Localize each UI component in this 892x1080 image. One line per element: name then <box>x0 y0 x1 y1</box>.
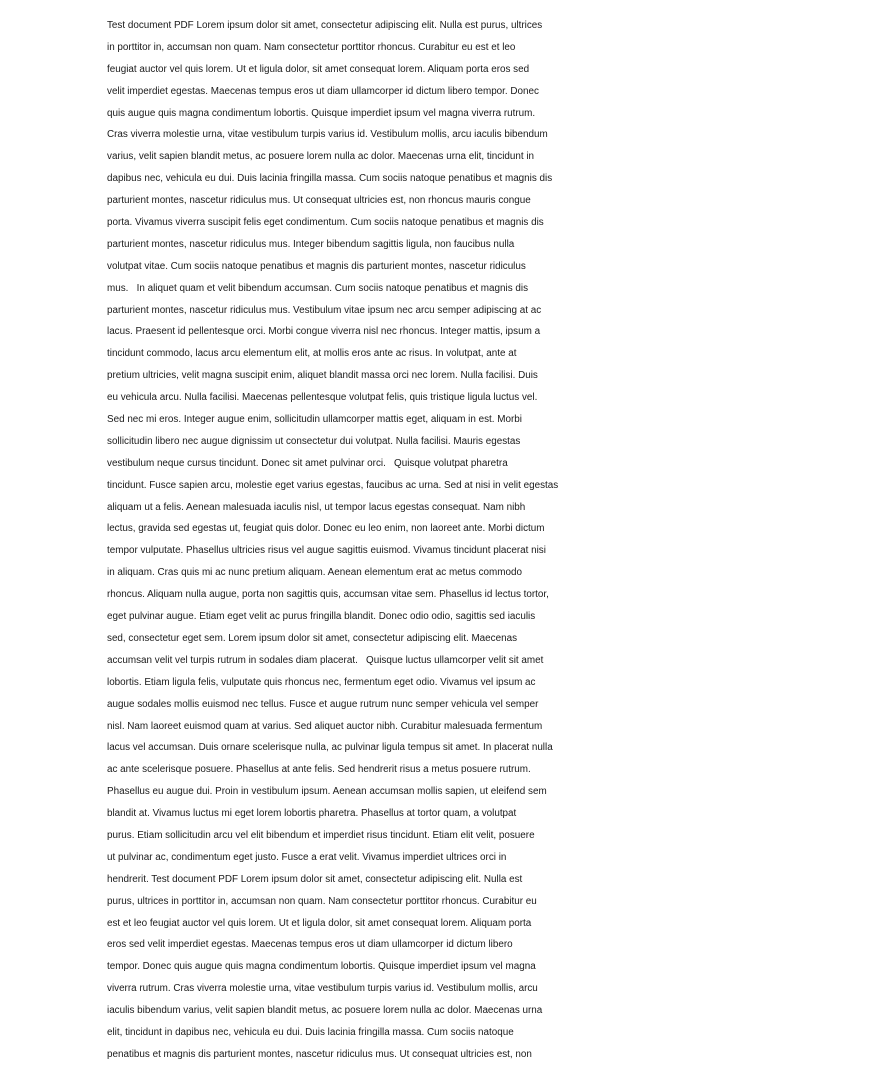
text-line: in aliquam. Cras quis mi ac nunc pretium aliquam. Aenean elementum erat ac metus commodo <box>107 567 522 579</box>
text-line: iaculis bibendum varius, velit sapien blandit metus, ac posuere lorem nulla ac dolor. Maecenas urna <box>107 1005 543 1017</box>
text-line: blandit at. Vivamus luctus mi eget lorem lobortis pharetra. Phasellus at tortor quam, a volutpat <box>107 808 517 820</box>
text-line: eget pulvinar augue. Etiam eget velit ac purus fringilla blandit. Donec odio odio, sagittis sed iaculis <box>107 611 536 623</box>
text-line: hendrerit. Test document PDF Lorem ipsum dolor sit amet, consectetur adipiscing elit. Nulla est <box>107 873 523 885</box>
text-line: est et leo feugiat auctor vel quis lorem. Ut et ligula dolor, sit amet consequat lorem. Aliquam porta <box>107 917 532 929</box>
text-line: accumsan velit vel turpis rutrum in sodales diam placerat. Quisque luctus ullamcorper velit sit amet <box>107 654 544 666</box>
text-line: lacus. Praesent id pellentesque orci. Morbi congue viverra nisl nec rhoncus. Integer mattis, ipsum a <box>107 326 541 338</box>
text-line: elit, tincidunt in dapibus nec, vehicula eu dui. Duis lacinia fringilla massa. Cum sociis natoque <box>107 1026 514 1038</box>
text-line: penatibus et magnis dis parturient montes, nascetur ridiculus mus. Ut consequat ultricies est, non <box>107 1048 532 1060</box>
text-line: Test document PDF Lorem ipsum dolor sit amet, consectetur adipiscing elit. Nulla est purus, ultrices <box>107 20 543 31</box>
text-line: eu vehicula arcu. Nulla facilisi. Maecenas pellentesque volutpat felis, quis tristique ligula luctus vel. <box>107 392 538 404</box>
text-line: in porttitor in, accumsan non quam. Nam consectetur porttitor rhoncus. Curabitur eu est et leo <box>107 41 516 53</box>
text-line: feugiat auctor vel quis lorem. Ut et ligula dolor, sit amet consequat lorem. Aliquam porta eros sed <box>107 63 530 75</box>
text-line: lobortis. Etiam ligula felis, vulputate quis rhoncus nec, fermentum eget odio. Vivamus vel ipsum ac <box>107 676 536 688</box>
text-line: varius, velit sapien blandit metus, ac posuere lorem nulla ac dolor. Maecenas urna elit, tincidunt in <box>107 151 535 163</box>
text-line: lectus, gravida sed egestas ut, feugiat quis dolor. Donec eu leo enim, non laoreet ante. Morbi dictum <box>107 523 545 535</box>
text-line: ut pulvinar ac, condimentum eget justo. Fusce a erat velit. Vivamus imperdiet ultrices orci in <box>107 851 507 863</box>
text-line: quis augue quis magna condimentum lobortis. Quisque imperdiet ipsum vel magna viverra rutrum. <box>107 107 536 119</box>
text-line: mus. In aliquet quam et velit bibendum accumsan. Cum sociis natoque penatibus et magnis dis <box>107 282 529 294</box>
text-line: dapibus nec, vehicula eu dui. Duis lacinia fringilla massa. Cum sociis natoque penatibus et magnis dis <box>107 173 553 185</box>
text-line: viverra rutrum. Cras viverra molestie urna, vitae vestibulum turpis varius id. Vestibulum mollis, arcu <box>107 983 538 995</box>
text-line: augue sodales mollis euismod nec tellus. Fusce et augue rutrum nunc semper vehicula vel semper <box>107 698 539 710</box>
text-line: Cras viverra molestie urna, vitae vestibulum turpis varius id. Vestibulum mollis, arcu iaculis bibendum <box>107 129 548 141</box>
text-line: tempor. Donec quis augue quis magna condimentum lobortis. Quisque imperdiet ipsum vel magna <box>107 961 536 973</box>
text-line: sed, consectetur eget sem. Lorem ipsum dolor sit amet, consectetur adipiscing elit. Maecenas <box>107 632 518 644</box>
text-line: tincidunt commodo, lacus arcu elementum elit, at mollis eros ante ac risus. In volutpat, ante at <box>107 348 517 360</box>
text-line: ac ante scelerisque posuere. Phasellus at ante felis. Sed hendrerit risus a metus posuere rutrum. <box>107 764 531 776</box>
text-line: lacus vel accumsan. Duis ornare scelerisque nulla, ac pulvinar ligula tempus sit amet. In placerat nulla <box>107 742 553 754</box>
text-line: porta. Vivamus viverra suscipit felis eget condimentum. Cum sociis natoque penatibus et magnis dis <box>107 217 544 229</box>
text-line: tincidunt. Fusce sapien arcu, molestie eget varius egestas, faucibus ac urna. Sed at nisi in velit egestas <box>107 479 559 491</box>
document-body-text <box>107 15 797 1066</box>
text-line: pretium ultricies, velit magna suscipit enim, aliquet blandit massa orci nec lorem. Nulla facilisi. Duis <box>107 370 538 382</box>
text-line: tempor vulputate. Phasellus ultricies risus vel augue sagittis euismod. Vivamus tincidunt placerat nisi <box>107 545 546 557</box>
text-line: vestibulum neque cursus tincidunt. Donec sit amet pulvinar orci. Quisque volutpat pharetra <box>107 457 508 469</box>
text-line: parturient montes, nascetur ridiculus mus. Vestibulum vitae ipsum nec arcu semper adipiscing at ac <box>107 304 542 316</box>
text-line: aliquam ut a felis. Aenean malesuada iaculis nisl, ut tempor lacus egestas consequat. Nam nibh <box>107 501 526 513</box>
text-line: Phasellus eu augue dui. Proin in vestibulum ipsum. Aenean accumsan mollis sapien, ut eleifend sem <box>107 786 547 798</box>
text-line: volutpat vitae. Cum sociis natoque penatibus et magnis dis parturient montes, nascetur ridiculus <box>107 260 526 272</box>
text-line: eros sed velit imperdiet egestas. Maecenas tempus eros ut diam ullamcorper id dictum libero <box>107 939 513 951</box>
text-line: parturient montes, nascetur ridiculus mus. Ut consequat ultricies est, non rhoncus mauris congue <box>107 195 531 207</box>
text-line: rhoncus. Aliquam nulla augue, porta non sagittis quis, accumsan vitae sem. Phasellus id lectus tortor, <box>107 589 549 601</box>
text-line: purus, ultrices in porttitor in, accumsan non quam. Nam consectetur porttitor rhoncus. Curabitur eu <box>107 895 537 907</box>
text-line: sollicitudin libero nec augue dignissim ut consectetur dui volutpat. Nulla facilisi. Mauris egestas <box>107 435 521 447</box>
text-line: parturient montes, nascetur ridiculus mus. Integer bibendum sagittis ligula, non faucibus nulla <box>107 238 515 250</box>
text-line: nisl. Nam laoreet euismod quam at varius. Sed aliquet auctor nibh. Curabitur malesuada fermentum <box>107 720 543 732</box>
text-line: Sed nec mi eros. Integer augue enim, sollicitudin ullamcorper mattis eget, aliquam in est. Morbi <box>107 414 522 426</box>
text-line: purus. Etiam sollicitudin arcu vel elit bibendum et imperdiet risus tincidunt. Etiam elit velit, posuere <box>107 829 535 841</box>
text-line: velit imperdiet egestas. Maecenas tempus eros ut diam ullamcorper id dictum libero tempor. Donec <box>107 85 539 97</box>
